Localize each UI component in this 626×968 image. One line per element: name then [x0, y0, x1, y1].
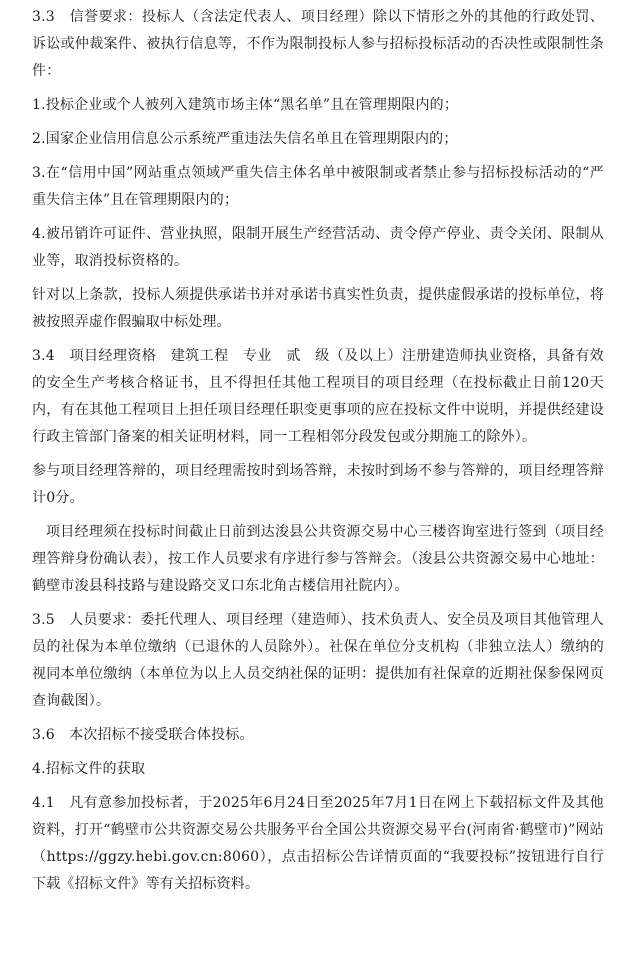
sign-in-note: 项目经理须在投标时间截止日前到达浚县公共资源交易中心三楼咨询室进行签到（项目经理答辩身份确认表），按工作人员要求有序进行参与答辩会。（浚县公共资源交易中心地址：鹤壁市浚县科技路与建设路交叉口东北角古楼信用社院内）。	[32, 524, 604, 594]
clause-3-4-project-manager-qualification: 3.4 项目经理资格 建筑工程 专业 贰 级（及以上）注册建造师执业资格，具备有效的安全生产考核合格证书，且不得担任其他工程项目的项目经理（在投标截止日前120天内，有在其他工程项目上担任项目经理任职变更事项的应在投标文件中说明，并提供经建设行政主管部门备案的相关证明材料，同一工程相邻分段发包或分期施工的除外）。	[32, 348, 604, 445]
defense-attendance-note: 参与项目经理答辩的，项目经理需按时到场答辩，未按时到场不参与答辩的，项目经理答辩计0分。	[32, 463, 604, 506]
clause-3-3-credit-requirements: 3.3 信誉要求：投标人（含法定代表人、项目经理）除以下情形之外的其他的行政处罚、诉讼或仲裁案件、被执行信息等，不作为限制投标人参与招标投标活动的否决性或限制性条件：	[32, 9, 604, 79]
blacklist-item-3: 3.在“信用中国”网站重点领域严重失信主体名单中被限制或者禁止参与招标投标活动的“严重失信主体”且在管理期限内的；	[32, 165, 604, 208]
blacklist-item-4: 4.被吊销许可证件、营业执照，限制开展生产经营活动、责令停产停业、责令关闭、限制从业等，取消投标资格的。	[32, 226, 604, 269]
commitment-note: 针对以上条款，投标人须提供承诺书并对承诺书真实性负责，提供虚假承诺的投标单位，将被按照弄虚作假骗取中标处理。	[32, 287, 604, 330]
blacklist-item-1: 1.投标企业或个人被列入建筑市场主体“黑名单”且在管理期限内的；	[32, 97, 459, 113]
clause-3-6-no-consortium: 3.6 本次招标不接受联合体投标。	[32, 727, 254, 743]
blacklist-item-2: 2.国家企业信用信息公示系统严重违法失信名单且在管理期限内的；	[32, 131, 458, 147]
clause-4-1-document-download: 4.1 凡有意参加投标者，于2025年6月24日至2025年7月1日在网上下载招标文件及其他资料，打开“鹤壁市公共资源交易公共服务平台全国公共资源交易平台(河南省·鹤壁市)”网站（https://ggzy.hebi.gov.cn:8060），点击招标公告详情页面的“我要投标”按钮进行自行下载《招标文件》等有关招标资料。	[32, 795, 604, 892]
clause-3-5-personnel-requirements: 3.5 人员要求：委托代理人、项目经理（建造师）、技术负责人、安全员及项目其他管理人员的社保为本单位缴纳（已退休的人员除外）。社保在单位分支机构（非独立法人）缴纳的视同本单位缴纳（本单位为以上人员交纳社保的证明：提供加有社保章的近期社保参保网页查询截图）。	[32, 612, 604, 709]
section-4-heading: 4.招标文件的获取	[32, 761, 146, 777]
